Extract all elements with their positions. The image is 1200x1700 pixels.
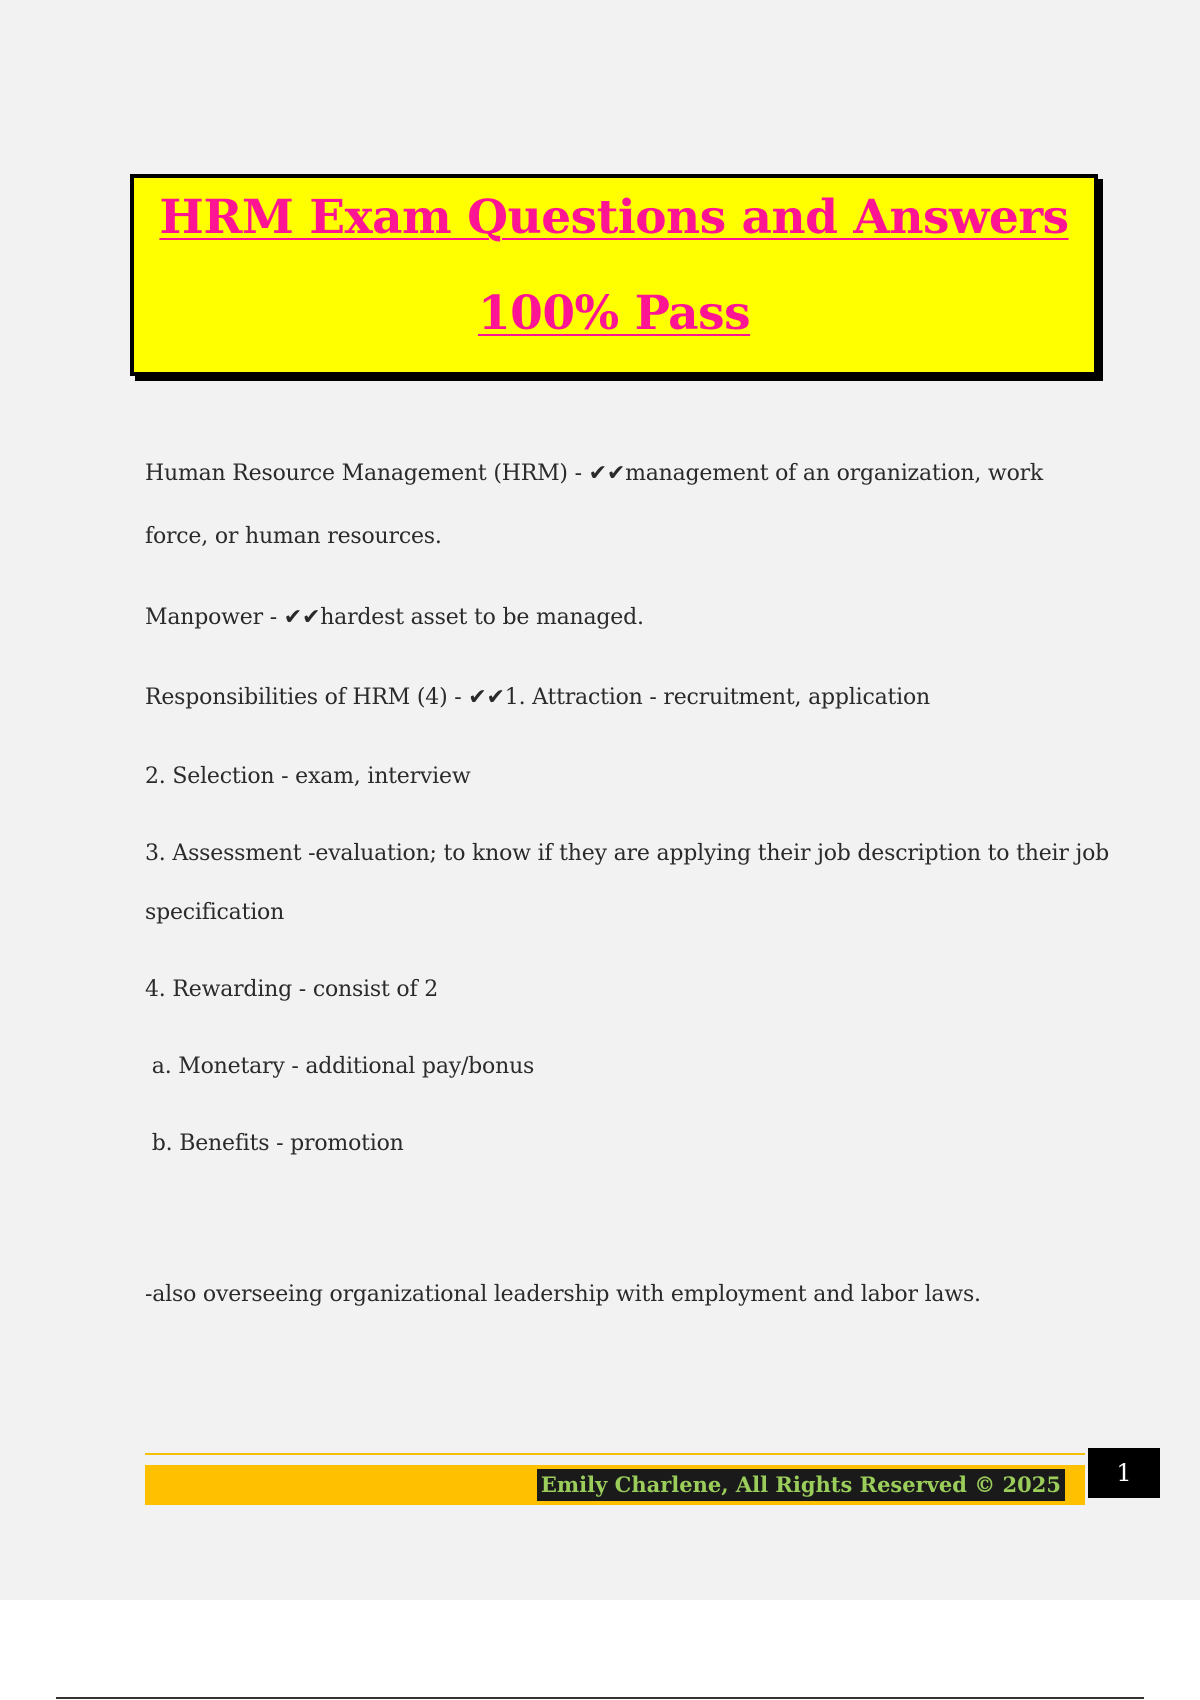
paragraph-selection: 2. Selection - exam, interview <box>145 764 471 789</box>
title-banner <box>130 174 1098 376</box>
title-line-1: HRM Exam Questions and Answers <box>159 190 1069 245</box>
footer-rule <box>145 1453 1085 1455</box>
paragraph-responsibilities: Responsibilities of HRM (4) - ✔✔1. Attraction - recruitment, application <box>145 685 930 710</box>
footer-band <box>145 1465 1085 1505</box>
paragraph-assessment: 3. Assessment -evaluation; to know if they are applying their job description to their job <box>145 841 1110 866</box>
paragraph-labor-laws: -also overseeing organizational leadership with employment and labor laws. <box>145 1282 981 1307</box>
paragraph-hrm-definition: Human Resource Management (HRM) - ✔✔management of an organization, work <box>145 461 1044 486</box>
title-line-2: 100% Pass <box>477 286 751 341</box>
paragraph-monetary: a. Monetary - additional pay/bonus <box>145 1054 535 1079</box>
page-number: 1 <box>1088 1448 1160 1498</box>
paragraph-benefits: b. Benefits - promotion <box>145 1131 404 1156</box>
bottom-divider <box>56 1697 1144 1699</box>
paragraph-hrm-definition-cont: force, or human resources. <box>145 524 442 549</box>
paragraph-assessment-cont: specification <box>145 900 285 925</box>
footer-copyright: Emily Charlene, All Rights Reserved © 2025 <box>537 1469 1065 1501</box>
paragraph-rewarding: 4. Rewarding - consist of 2 <box>145 977 438 1002</box>
paragraph-manpower: Manpower - ✔✔hardest asset to be managed. <box>145 605 644 630</box>
